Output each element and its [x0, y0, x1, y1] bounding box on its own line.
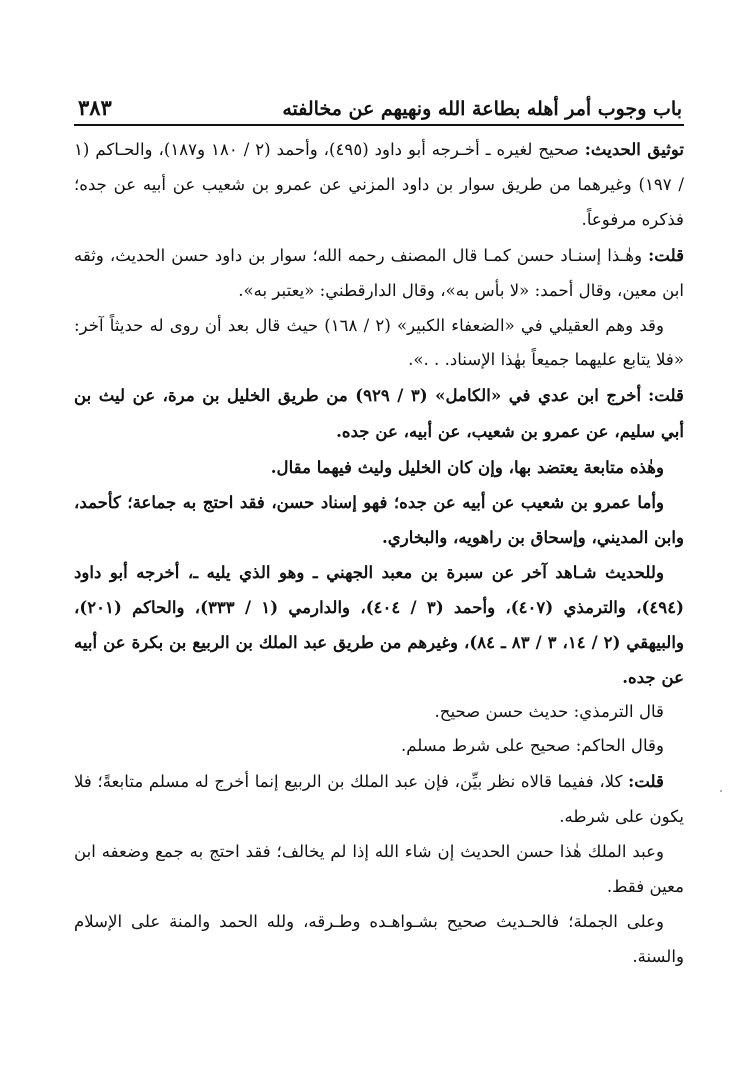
paragraph-text: وهٰذه متابعة يعتضد بها، وإن كان الخليل وليث فيهما مقال.	[270, 457, 664, 478]
scan-speck	[720, 790, 722, 792]
paragraph-text: وعبد الملك هٰذا حسن الحديث إن شاء الله إذا لم يخالف؛ فقد احتج به جمع وضعفه ابن معين فقط.	[74, 842, 684, 897]
paragraph-text: وهٰـذا إسنـاد حسن كمـا قال المصنف رحمه الله؛ سوار بن داود حسن الحديث، وثقه ابن معين، وقال أحمد: «لا بأس به»، وقال الدارقطني: «يعتبر به».	[74, 245, 684, 300]
lead-label: قلت:	[628, 771, 664, 792]
lead-label: قلت:	[648, 385, 684, 406]
paragraph-hakim	[74, 729, 684, 764]
paragraph-conclusion	[74, 905, 684, 975]
paragraph-mutabaa	[74, 450, 684, 485]
paragraph-text: قال الترمذي: حديث حسن صحيح.	[434, 701, 664, 721]
paragraph-text: وقد وهم العقيلي في «الضعفاء الكبير» (٢ / ١٦٨) حيث قال بعد أن روى له حديثاً آخر: «فلا يتابع عليهما جميعاً بهٰذا الإسناد. . .».	[74, 315, 684, 370]
chapter-title: باب وجوب أمر أهله بطاعة الله ونهيهم عن مخالفته	[282, 98, 682, 120]
paragraph-isnad	[74, 238, 684, 309]
paragraph-ibn-adi	[74, 378, 684, 450]
header-rule	[74, 124, 684, 126]
paragraph-tirmidhi	[74, 695, 684, 730]
paragraph-text: وللحديث شـاهد آخر عن سبرة بن معبد الجهني ـ وهو الذي يليه ـ، أخرجه أبو داود (٤٩٤)، والترمذي (٤٠٧)، وأحمد (٣ / ٤٠٤)، والدارمي (١ / ٣٣٣)، والحاكم (٢٠١)، والبيهقي (٢ / ١٤، ٣ / ٨٣ ـ ٨٤)، وغيرهم من طريق عبد الملك بن الربيع بن بكرة عن أبيه عن جده.	[74, 561, 684, 687]
page-number: ٣٨٣	[78, 95, 112, 120]
paragraph-amr-bin-shuayb	[74, 485, 684, 555]
lead-label: قلت:	[648, 244, 685, 265]
running-header	[78, 80, 682, 120]
text-body	[74, 132, 684, 975]
paragraph-rebuttal	[74, 764, 684, 835]
paragraph-text: أخرج ابن عدي في «الكامل» (٣ / ٩٢٩) من طريق الخليل بن مرة، عن ليث بن أبي سليم، عن عمرو بن شعيب، عن أبيه، عن جده.	[74, 385, 684, 442]
paragraph-text: وعلى الجملة؛ فالحـديث صحيح بشـواهـده وطـرقه، ولله الحمد والمنة على الإسلام والسنة.	[74, 911, 684, 966]
paragraph-text: كلا، ففيما قالاه نظر بيِّن، فإن عبد الملك بن الربيع إنما أخرج له مسلم متابعةً؛ فلا يكون على شرطه.	[74, 772, 684, 827]
paragraph-takhrij	[74, 132, 684, 238]
paragraph-shahid	[74, 555, 684, 695]
lead-label: توثيق الحديث:	[584, 139, 685, 159]
paragraph-abd-al-malik	[74, 835, 684, 905]
paragraph-uqayli	[74, 309, 684, 379]
paragraph-text: وأما عمرو بن شعيب عن أبيه عن جده؛ فهو إسناد حسن، فقد احتج به جماعة؛ كأحمد، وابن المديني، وإسحاق بن راهويه، والبخاري.	[74, 492, 684, 547]
paragraph-text: وقال الحاكم: صحيح على شرط مسلم.	[400, 736, 664, 756]
paragraph-text: صحيح لغيره ـ أخـرجه أبو داود (٤٩٥)، وأحمد (٢ / ١٨٠ و١٨٧)، والحـاكم (١ / ١٩٧) وغيرهما من طريق سوار بن داود المزني عن عمرو بن شعيب عن أبيه عن جده؛ فذكره مرفوعاً.	[74, 140, 684, 229]
